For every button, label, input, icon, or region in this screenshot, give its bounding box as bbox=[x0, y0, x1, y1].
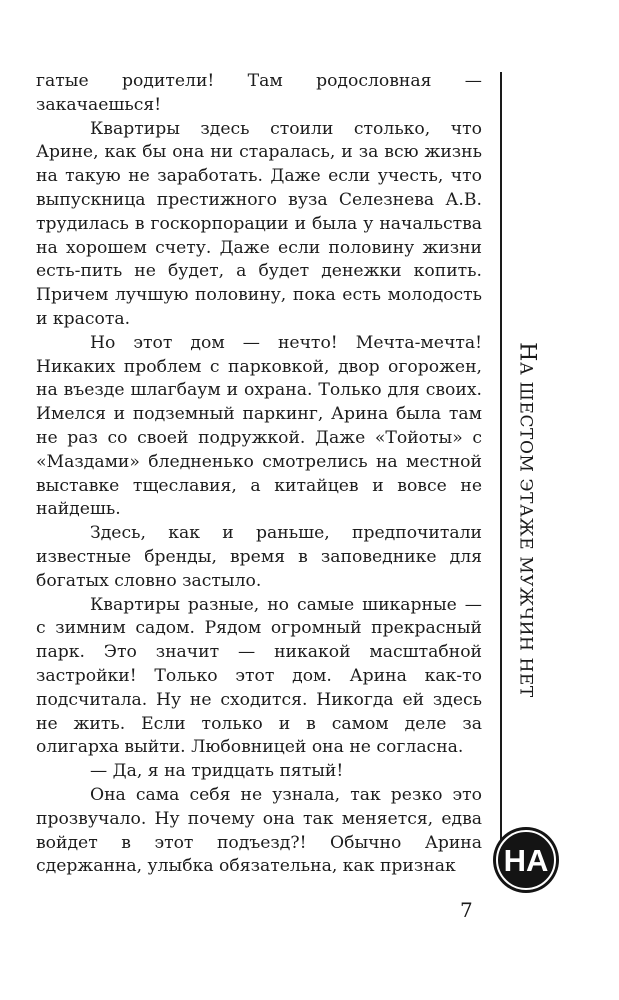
paragraph: Она сама себя не узнала, так резко это прозвучало. Ну почему она так меняется, едва войдет в этот подъезд?! Обычно Арина сдержанна, улыбка обязательна, как признак bbox=[36, 784, 482, 877]
page-number: 7 bbox=[460, 898, 473, 922]
paragraph: Квартиры здесь стоили столько, что Арине, как бы она ни старалась, и за всю жизнь на такую не заработать. Даже если учесть, что выпускница престижного вуза Селезнева А.В. трудилась в госкорпорации и была у начальства на хорошем счету. Даже если половину жизни есть-пить не будет, а будет денежки копить. Причем лучшую половину, пока есть молодость и красота. bbox=[36, 118, 482, 329]
body-text bbox=[36, 70, 482, 879]
series-logo-icon bbox=[492, 826, 560, 894]
running-title bbox=[515, 342, 540, 698]
margin-rule bbox=[500, 72, 502, 842]
paragraph: Здесь, как и раньше, предпочитали известные бренды, время в заповеднике для богатых словно застыло. bbox=[36, 523, 482, 591]
paragraph: Квартиры разные, но самые шикарные — с зимним садом. Рядом огромный прекрасный парк. Это значит — никакой масштабной застройки! Только этот дом. Арина как-то подсчитала. Ну не сходится. Никогда ей здесь не жить. Если только и в самом деле за олигарха выйти. Любовницей она не согласна. bbox=[36, 594, 482, 758]
paragraph-continuation: гатые родители! Там родословная — закачаешься! bbox=[36, 71, 482, 115]
running-title-text: А ШЕСТОМ ЭТАЖЕ МУЖЧИН НЕТ bbox=[515, 361, 536, 698]
running-title-initial: Н bbox=[514, 342, 540, 362]
dialogue-line: — Да, я на тридцать пятый! bbox=[90, 761, 344, 782]
paragraph: Но этот дом — нечто! Мечта-мечта! Никаких проблем с парковкой, двор огорожен, на въезде шлагбаум и охрана. Только для своих. Имелся и подземный паркинг, Арина была там не раз со своей подружкой. Даже «Тойоты» с «Маздами» бледненько смотрелись на местной выставке тщеславия, а китайцев и вовсе не найдешь. bbox=[36, 332, 482, 520]
logo-text: НА bbox=[503, 843, 549, 878]
